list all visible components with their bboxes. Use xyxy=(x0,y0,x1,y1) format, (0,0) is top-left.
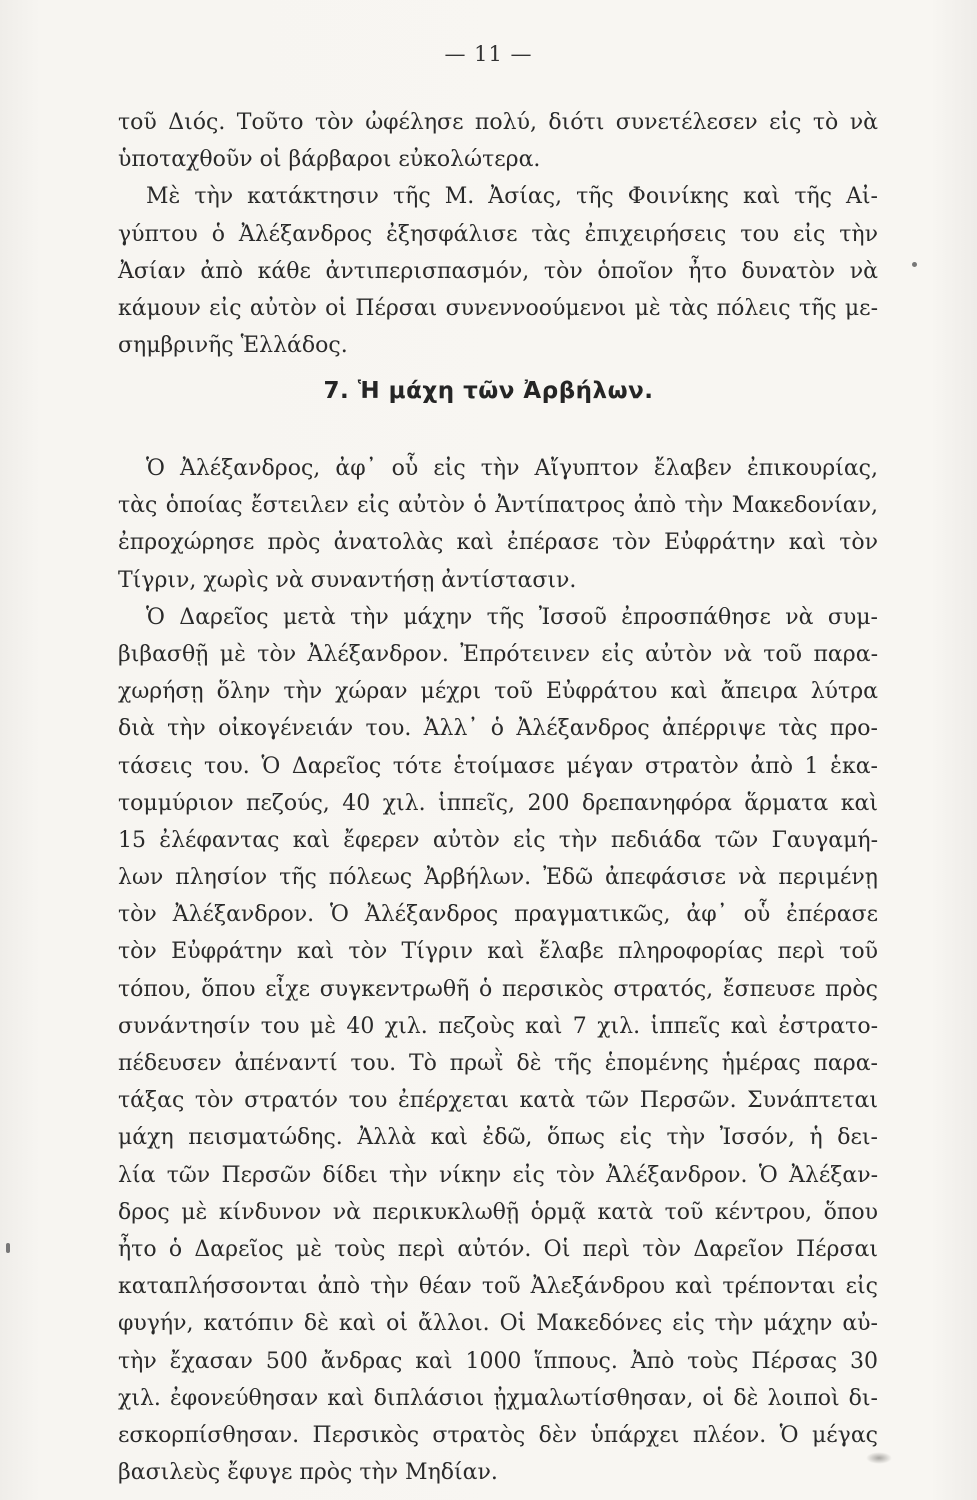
text-line: διὰ τὴν οἰκογένειάν του. Ἀλλ᾽ ὁ Ἀλέξανδρος ἀπέρριψε τὰς προ- xyxy=(118,716,878,742)
text-line: τοῦ Διός. Τοῦτο τὸν ὠφέλησε πολύ, διότι συνετέλεσεν εἰς τὸ νὰ xyxy=(118,110,878,135)
text-line: φυγήν, κατόπιν δὲ καὶ οἱ ἄλλοι. Οἱ Μακεδόνες εἰς τὴν μάχην αὐ- xyxy=(118,1311,878,1337)
text-line: δρος μὲ κίνδυνον νὰ περικυκλωθῇ ὁρμᾷ κατὰ τοῦ κέντρου, ὅπου xyxy=(118,1199,878,1225)
text-line: ἦτο ὁ Δαρεῖος μὲ τοὺς περὶ αὐτόν. Οἱ περὶ τὸν Δαρεῖον Πέρσαι xyxy=(118,1236,878,1262)
scan-smudge xyxy=(866,1452,892,1464)
text-line: τὸν Ἀλέξανδρον. Ὁ Ἀλέξανδρος πραγματικῶς, ἀφ᾽ οὗ ἐπέρασε xyxy=(118,902,878,928)
text-line: ἐπροχώρησε πρὸς ἀνατολὰς καὶ ἐπέρασε τὸν Εὐφράτην καὶ τὸν xyxy=(118,530,878,556)
text-line: πέδευσεν ἀπέναντί του. Τὸ πρωῒ δὲ τῆς ἑπομένης ἡμέρας παρα- xyxy=(118,1051,878,1076)
text-block-main xyxy=(118,450,878,1491)
text-line: 15 ἐλέφαντας καὶ ἔφερεν αὐτὸν εἰς τὴν πεδιάδα τῶν Γαυγαμή- xyxy=(118,827,878,853)
text-line: μάχη πεισματώδης. Ἀλλὰ καὶ ἐδῶ, ὅπως εἰς τὴν Ἰσσόν, ἡ δει- xyxy=(118,1125,878,1151)
text-line: Ἀσίαν ἀπὸ κάθε ἀντιπερισπασμόν, τὸν ὁποῖον ἦτο δυνατὸν νὰ xyxy=(118,258,878,284)
text-line: τὸν Εὐφράτην καὶ τὸν Τίγριν καὶ ἔλαβε πληροφορίας περὶ τοῦ xyxy=(118,939,878,965)
text-line: λία τῶν Περσῶν δίδει τὴν νίκην εἰς τὸν Ἀλέξανδρον. Ὁ Ἀλέξαν- xyxy=(118,1162,878,1188)
section-heading: 7. Ἡ μάχη τῶν Ἀρβήλων. xyxy=(323,378,654,404)
text-line: Τίγριν, χωρὶς νὰ συναντήσῃ ἀντίστασιν. xyxy=(118,567,577,593)
text-line: χωρήσῃ ὅλην τὴν χώραν μέχρι τοῦ Εὐφράτου καὶ ἄπειρα λύτρα xyxy=(118,679,878,705)
text-line: τὴν ἔχασαν 500 ἄνδρας καὶ 1000 ἵππους. Ἀπὸ τοὺς Πέρσας 30 xyxy=(118,1348,878,1374)
text-line: βασιλεὺς ἔφυγε πρὸς τὴν Μηδίαν. xyxy=(118,1460,498,1486)
text-line: καταπλήσσονται ἀπὸ τὴν θέαν τοῦ Ἀλεξάνδρου καὶ τρέπονται εἰς xyxy=(118,1274,878,1300)
text-line: τάσεις του. Ὁ Δαρεῖος τότε ἑτοίμασε μέγαν στρατὸν ἀπὸ 1 ἑκα- xyxy=(118,753,878,779)
text-line: εσκορπίσθησαν. Περσικὸς στρατὸς δὲν ὑπάρχει πλέον. Ὁ μέγας xyxy=(118,1422,878,1448)
text-line: ὑποταχθοῦν οἱ βάρβαροι εὐκολώτερα. xyxy=(118,147,541,173)
text-line: λων πλησίον τῆς πόλεως Ἀρβήλων. Ἐδῶ ἀπεφάσισε νὰ περιμένῃ xyxy=(118,865,878,891)
text-line: Ὁ Δαρεῖος μετὰ τὴν μάχην τῆς Ἰσσοῦ ἐπροσπάθησε νὰ συμ- xyxy=(146,604,878,630)
page-number: — 11 — xyxy=(444,42,533,66)
text-block-top xyxy=(118,104,878,364)
text-line: τάξας τὸν στρατόν του ἐπέρχεται κατὰ τῶν Περσῶν. Συνάπτεται xyxy=(118,1088,878,1114)
text-line: τόπου, ὅπου εἶχε συγκεντρωθῆ ὁ περσικὸς στρατός, ἔσπευσε πρὸς xyxy=(118,976,878,1002)
text-line: τὰς ὁποίας ἔστειλεν εἰς αὐτὸν ὁ Ἀντίπατρος ἀπὸ τὴν Μακεδονίαν, xyxy=(118,493,878,519)
text-line: βιβασθῇ μὲ τὸν Ἀλέξανδρον. Ἐπρότεινεν εἰς αὐτὸν νὰ τοῦ παρα- xyxy=(118,641,878,667)
text-line: γύπτου ὁ Ἀλέξανδρος ἐξησφάλισε τὰς ἐπιχειρήσεις του εἰς τὴν xyxy=(118,221,878,247)
text-line: κάμουν εἰς αὐτὸν οἱ Πέρσαι συνεννοούμενοι μὲ τὰς πόλεις τῆς με- xyxy=(118,295,878,321)
scan-speck xyxy=(912,262,917,267)
text-line: χιλ. ἐφονεύθησαν καὶ διπλάσιοι ᾐχμαλωτίσθησαν, οἱ δὲ λοιποὶ δι- xyxy=(118,1385,878,1411)
text-line: Μὲ τὴν κατάκτησιν τῆς Μ. Ἀσίας, τῆς Φοινίκης καὶ τῆς Αἰ- xyxy=(146,184,878,210)
text-line: συνάντησίν του μὲ 40 χιλ. πεζοὺς καὶ 7 χιλ. ἱππεῖς καὶ ἐστρατο- xyxy=(118,1013,878,1039)
text-line: σημβρινῆς Ἑλλάδος. xyxy=(118,333,348,359)
text-line: τομμύριον πεζούς, 40 χιλ. ἱππεῖς, 200 δρεπανηφόρα ἅρματα καὶ xyxy=(118,790,878,816)
scan-speck xyxy=(6,1243,10,1253)
text-line: Ὁ Ἀλέξανδρος, ἀφ᾽ οὗ εἰς τὴν Αἴγυπτον ἔλαβεν ἐπικουρίας, xyxy=(146,456,878,481)
